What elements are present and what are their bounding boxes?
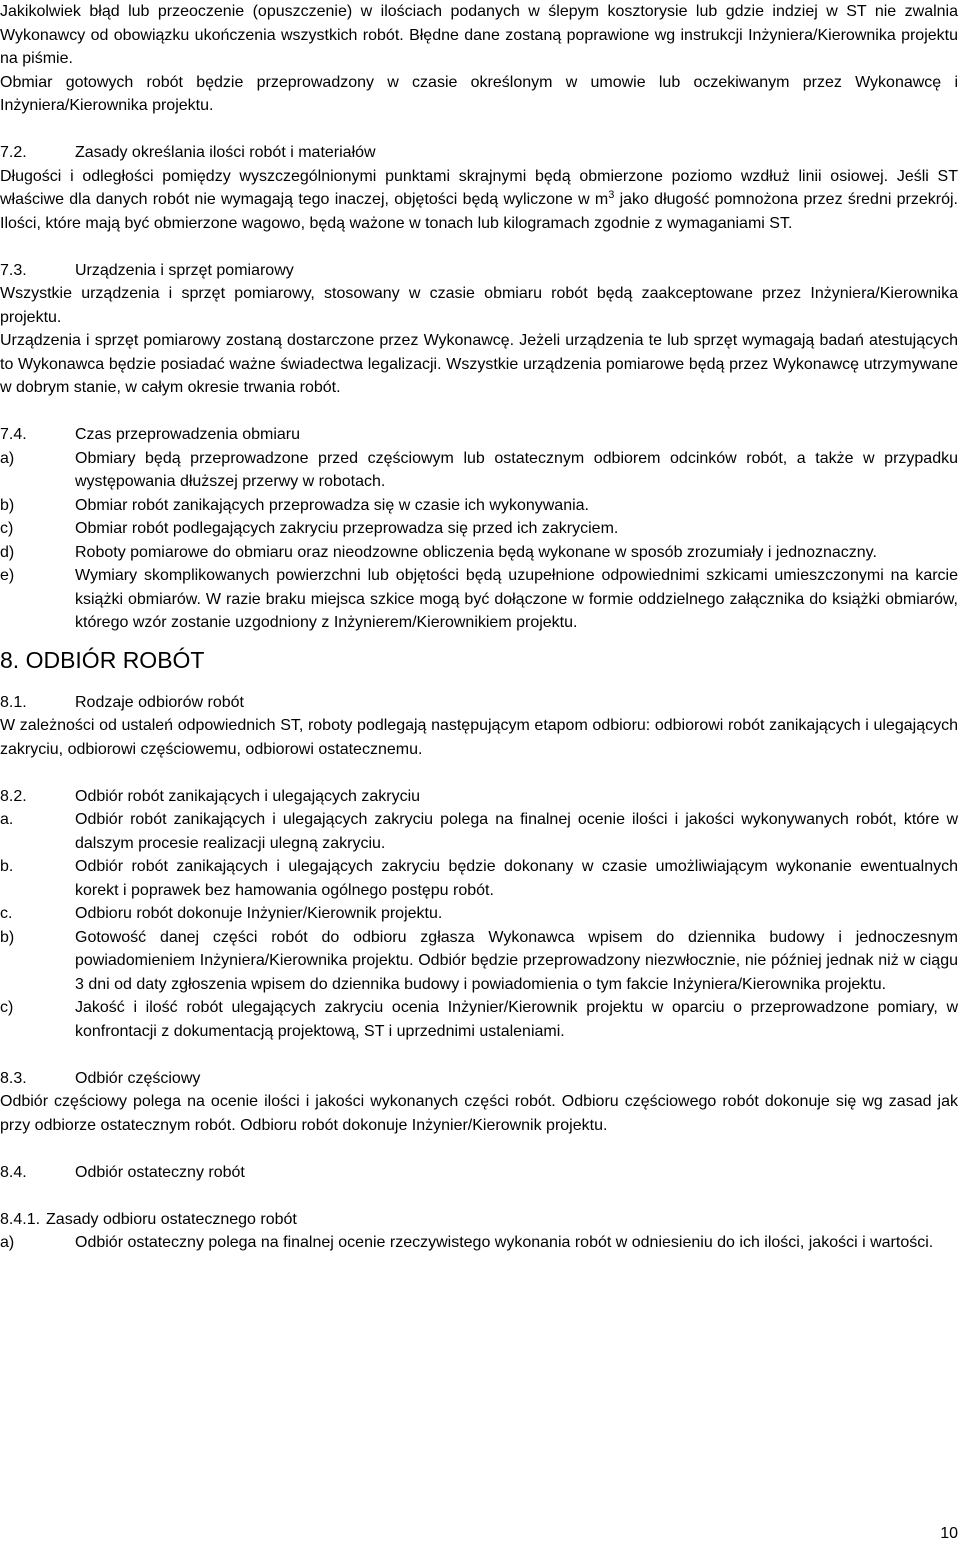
- section-heading-7-3: [0, 259, 958, 283]
- list-item: [0, 1231, 958, 1255]
- section-number: 8.2.: [0, 787, 27, 805]
- section-title: Odbiór robót zanikających i ulegających zakryciu: [75, 787, 421, 805]
- section-heading-8-1: [0, 691, 958, 715]
- list-item: [0, 808, 958, 855]
- section-title: Odbiór ostateczny robót: [75, 1163, 245, 1181]
- list-item: [0, 494, 958, 518]
- list-item-text: Roboty pomiarowe do obmiaru oraz nieodzowne obliczenia będą wykonane w sposób zrozumiały i jednoznaczny.: [75, 543, 877, 561]
- section-title: Czas przeprowadzenia obmiaru: [75, 426, 300, 443]
- paragraph: W zależności od ustaleń odpowiednich ST, roboty podlegają następującym etapom odbioru: odbiorowi robót zanikających i ulegających zakryciu, odbiorowi częściowemu, odbiorowi ostatecznemu.: [0, 717, 958, 758]
- section-number: 7.4.: [0, 426, 27, 443]
- list-item-text: Odbiór robót zanikających i ulegających zakryciu będzie dokonany w czasie umożliwiającym wykonanie ewentualnych korekt i poprawek bez hamowania ogólnego postępu robót.: [75, 858, 958, 899]
- paragraph: Odbiór częściowy polega na ocenie ilości i jakości wykonanych części robót. Odbioru częściowego robót dokonuje się wg zasad jak przy odbiorze ostatecznym robót. Odbioru robót dokonuje Inżynier/Kierownik projektu.: [0, 1093, 958, 1134]
- list-item-text: Jakość i ilość robót ulegających zakryciu ocenia Inżynier/Kierownik projektu w oparciu o przeprowadzone pomiary, w konfrontacji z dokumentacją projektową, ST i uprzednimi ustaleniami.: [75, 999, 958, 1040]
- section-heading-8-4-1: [0, 1208, 958, 1232]
- list-item: [0, 855, 958, 902]
- section-title: Urządzenia i sprzęt pomiarowy: [75, 261, 294, 279]
- paragraph: Jakikolwiek błąd lub przeoczenie (opuszczenie) w ilościach podanych w ślepym kosztorysie lub gdzie indziej w ST nie zwalnia Wykonawcy od obowiązku ukończenia wszystkich robót. Błędne dane zostaną poprawione wg instrukcji Inżyniera/Kierownika projektu na piśmie.: [0, 3, 958, 67]
- list-item: [0, 517, 958, 541]
- list-marker: b): [0, 928, 15, 946]
- paragraph: Wszystkie urządzenia i sprzęt pomiarowy, stosowany w czasie obmiaru robót będą zaakceptowane przez Inżyniera/Kierownika projektu.: [0, 285, 958, 326]
- list-marker: d): [0, 543, 15, 561]
- superscript: 3: [608, 189, 615, 201]
- list-item-text: Wymiary skomplikowanych powierzchni lub objętości będą uzupełnione odpowiednimi szkicami umieszczonymi na karcie książki obmiarów. W razie braku miejsca szkice mogą być dołączone w formie oddzielnego załącznika do książki obmiarów, którego wzór zostanie uzgodniony z Inżynierem/Kierownikiem projektu.: [75, 567, 958, 631]
- list-item: [0, 541, 958, 565]
- section-number: 7.3.: [0, 261, 27, 279]
- section-number: 7.2.: [0, 144, 27, 161]
- list-item: [0, 926, 958, 997]
- list-item-text: Obmiar robót zanikających przeprowadza się w czasie ich wykonywania.: [75, 496, 589, 514]
- text-run: Długości i odległości pomiędzy wyszczególnionymi punktami skrajnymi będą obmierzone poziomo wzdłuż linii osiowej. Jeśli ST właściwe dla danych robót nie wymagają tego inaczej, objętości będą wyliczone w m: [0, 167, 958, 208]
- text-run: jako długość pomnożona przez średni przekrój. Ilości, które mają być obmierzone wagowo, będą ważone w tonach lub kilogramach zgodnie z wymaganiami ST.: [0, 191, 959, 232]
- list-marker: a): [0, 1234, 15, 1251]
- section-number: 8.3.: [0, 1069, 27, 1087]
- list-marker: b): [0, 496, 15, 514]
- list-item-text: Odbioru robót dokonuje Inżynier/Kierownik projektu.: [75, 905, 443, 922]
- list-item: [0, 447, 958, 494]
- list-marker: c): [0, 520, 14, 537]
- list-item-text: Obmiary będą przeprowadzone przed częściowym lub ostatecznym odbiorem odcinków robót, a także w przypadku występowania dłuższej przerwy w robotach.: [75, 449, 958, 490]
- section-number: 8.1.: [0, 693, 27, 711]
- paragraph: Urządzenia i sprzęt pomiarowy zostaną dostarczone przez Wykonawcę. Jeżeli urządzenia te lub sprzęt wymagają badań atestujących to Wykonawca będzie posiadać ważne świadectwa legalizacji. Wszystkie urządzenia pomiarowe będą przez Wykonawcę utrzymywane w dobrym stanie, w całym okresie trwania robót.: [0, 332, 958, 396]
- section-title: Zasady odbioru ostatecznego robót: [46, 1210, 297, 1228]
- list-marker: b.: [0, 858, 14, 875]
- list-item-text: Obmiar robót podlegających zakryciu przeprowadza się przed ich zakryciem.: [75, 520, 619, 537]
- section-number: 8.4.: [0, 1163, 27, 1181]
- list-marker: e): [0, 567, 15, 584]
- list-item-text: Gotowość danej części robót do odbioru zgłasza Wykonawca wpisem do dziennika budowy i jednoczesnym powiadomieniem Inżyniera/Kierownika projektu. Odbiór będzie przeprowadzony niezwłocznie, nie później jednak niż w ciągu 3 dni od daty zgłoszenia wpisem do dziennika budowy i powiadomienia o tym fakcie Inżyniera/Kierownika projektu.: [75, 928, 958, 993]
- list-marker: a): [0, 449, 15, 467]
- section-title: Odbiór częściowy: [75, 1069, 201, 1087]
- list-marker: c): [0, 999, 14, 1016]
- list-item-text: Odbiór robót zanikających i ulegających zakryciu polega na finalnej ocenie ilości i jakości wykonywanych robót, które w dalszym procesie realizacji ulegną zakryciu.: [75, 811, 958, 852]
- paragraph: Obmiar gotowych robót będzie przeprowadzony w czasie określonym w umowie lub oczekiwanym przez Wykonawcę i Inżyniera/Kierownika projektu.: [0, 73, 958, 114]
- chapter-heading: 8. ODBIÓR ROBÓT: [0, 646, 205, 673]
- section-title: Rodzaje odbiorów robót: [75, 693, 244, 711]
- list-marker: c.: [0, 905, 13, 922]
- paragraph: [0, 165, 958, 236]
- section-title: Zasady określania ilości robót i materiałów: [75, 144, 376, 161]
- list-item: [0, 564, 958, 635]
- list-item: [0, 902, 958, 926]
- list-item: [0, 996, 958, 1043]
- section-heading-8-2: [0, 785, 958, 809]
- section-heading-8-4: [0, 1161, 958, 1185]
- section-heading-7-4: [0, 423, 958, 447]
- section-heading-8-3: [0, 1067, 958, 1091]
- page-number: 10: [940, 1525, 958, 1542]
- list-item-text: Odbiór ostateczny polega na finalnej ocenie rzeczywistego wykonania robót w odniesieniu do ich ilości, jakości i wartości.: [75, 1234, 934, 1251]
- section-heading-7-2: [0, 141, 958, 165]
- section-number: 8.4.1.: [0, 1210, 41, 1228]
- list-marker: a.: [0, 811, 14, 828]
